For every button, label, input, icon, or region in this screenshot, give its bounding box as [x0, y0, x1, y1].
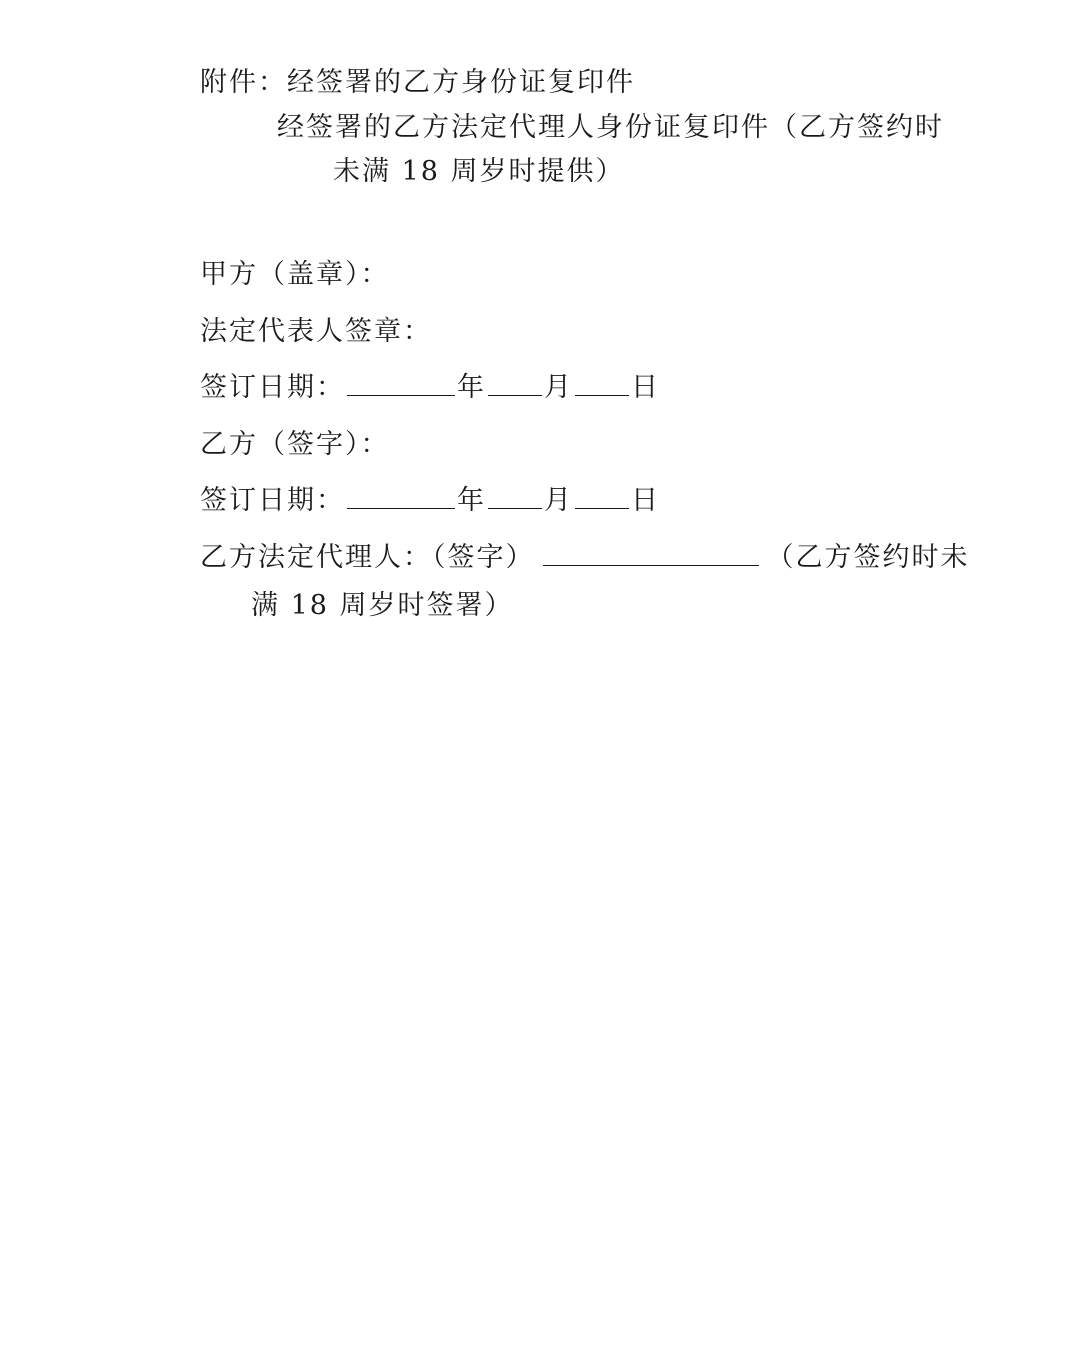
party-a-day-label: 日: [631, 372, 660, 403]
attachment-text-2: 经签署的乙方法定代理人身份证复印件（乙方签约时: [277, 112, 944, 143]
party-b-month-blank[interactable]: [488, 484, 542, 509]
party-b-date-label: 签订日期：: [200, 485, 345, 516]
party-a-seal-label: 甲方（盖章）：: [200, 259, 390, 290]
party-b-year-label: 年: [457, 485, 486, 516]
guardian-line: [200, 541, 970, 575]
legal-rep-label: 法定代表人签章：: [200, 316, 432, 347]
party-a-month-label: 月: [544, 372, 573, 403]
party-a-month-blank[interactable]: [488, 371, 542, 396]
guardian-note-2: 满 18 周岁时签署）: [251, 590, 514, 621]
attachment-text-1: 附件：经签署的乙方身份证复印件: [200, 67, 635, 98]
guardian-note-line: [251, 589, 514, 623]
party-b-date-line: [200, 484, 660, 518]
attachment-text-3: 未满 18 周岁时提供）: [333, 156, 625, 187]
party-a-date-label: 签订日期：: [200, 372, 345, 403]
legal-rep-line: [200, 315, 432, 349]
guardian-sign-blank[interactable]: [543, 541, 759, 566]
attachment-line-1: [200, 66, 635, 100]
party-a-day-blank[interactable]: [575, 371, 629, 396]
guardian-label: 乙方法定代理人：（签字）: [200, 542, 535, 573]
party-a-year-label: 年: [457, 372, 486, 403]
party-b-day-blank[interactable]: [575, 484, 629, 509]
party-a-date-line: [200, 371, 660, 405]
attachment-line-2: [277, 111, 944, 145]
party-b-year-blank[interactable]: [347, 484, 455, 509]
party-a-year-blank[interactable]: [347, 371, 455, 396]
guardian-note-1: （乙方签约时未: [766, 542, 970, 573]
party-b-sign-label: 乙方（签字）：: [200, 429, 390, 460]
party-a-seal-line: [200, 258, 390, 292]
party-b-day-label: 日: [631, 485, 660, 516]
party-b-sign-line: [200, 428, 390, 462]
attachment-line-3: [333, 155, 625, 189]
party-b-month-label: 月: [544, 485, 573, 516]
